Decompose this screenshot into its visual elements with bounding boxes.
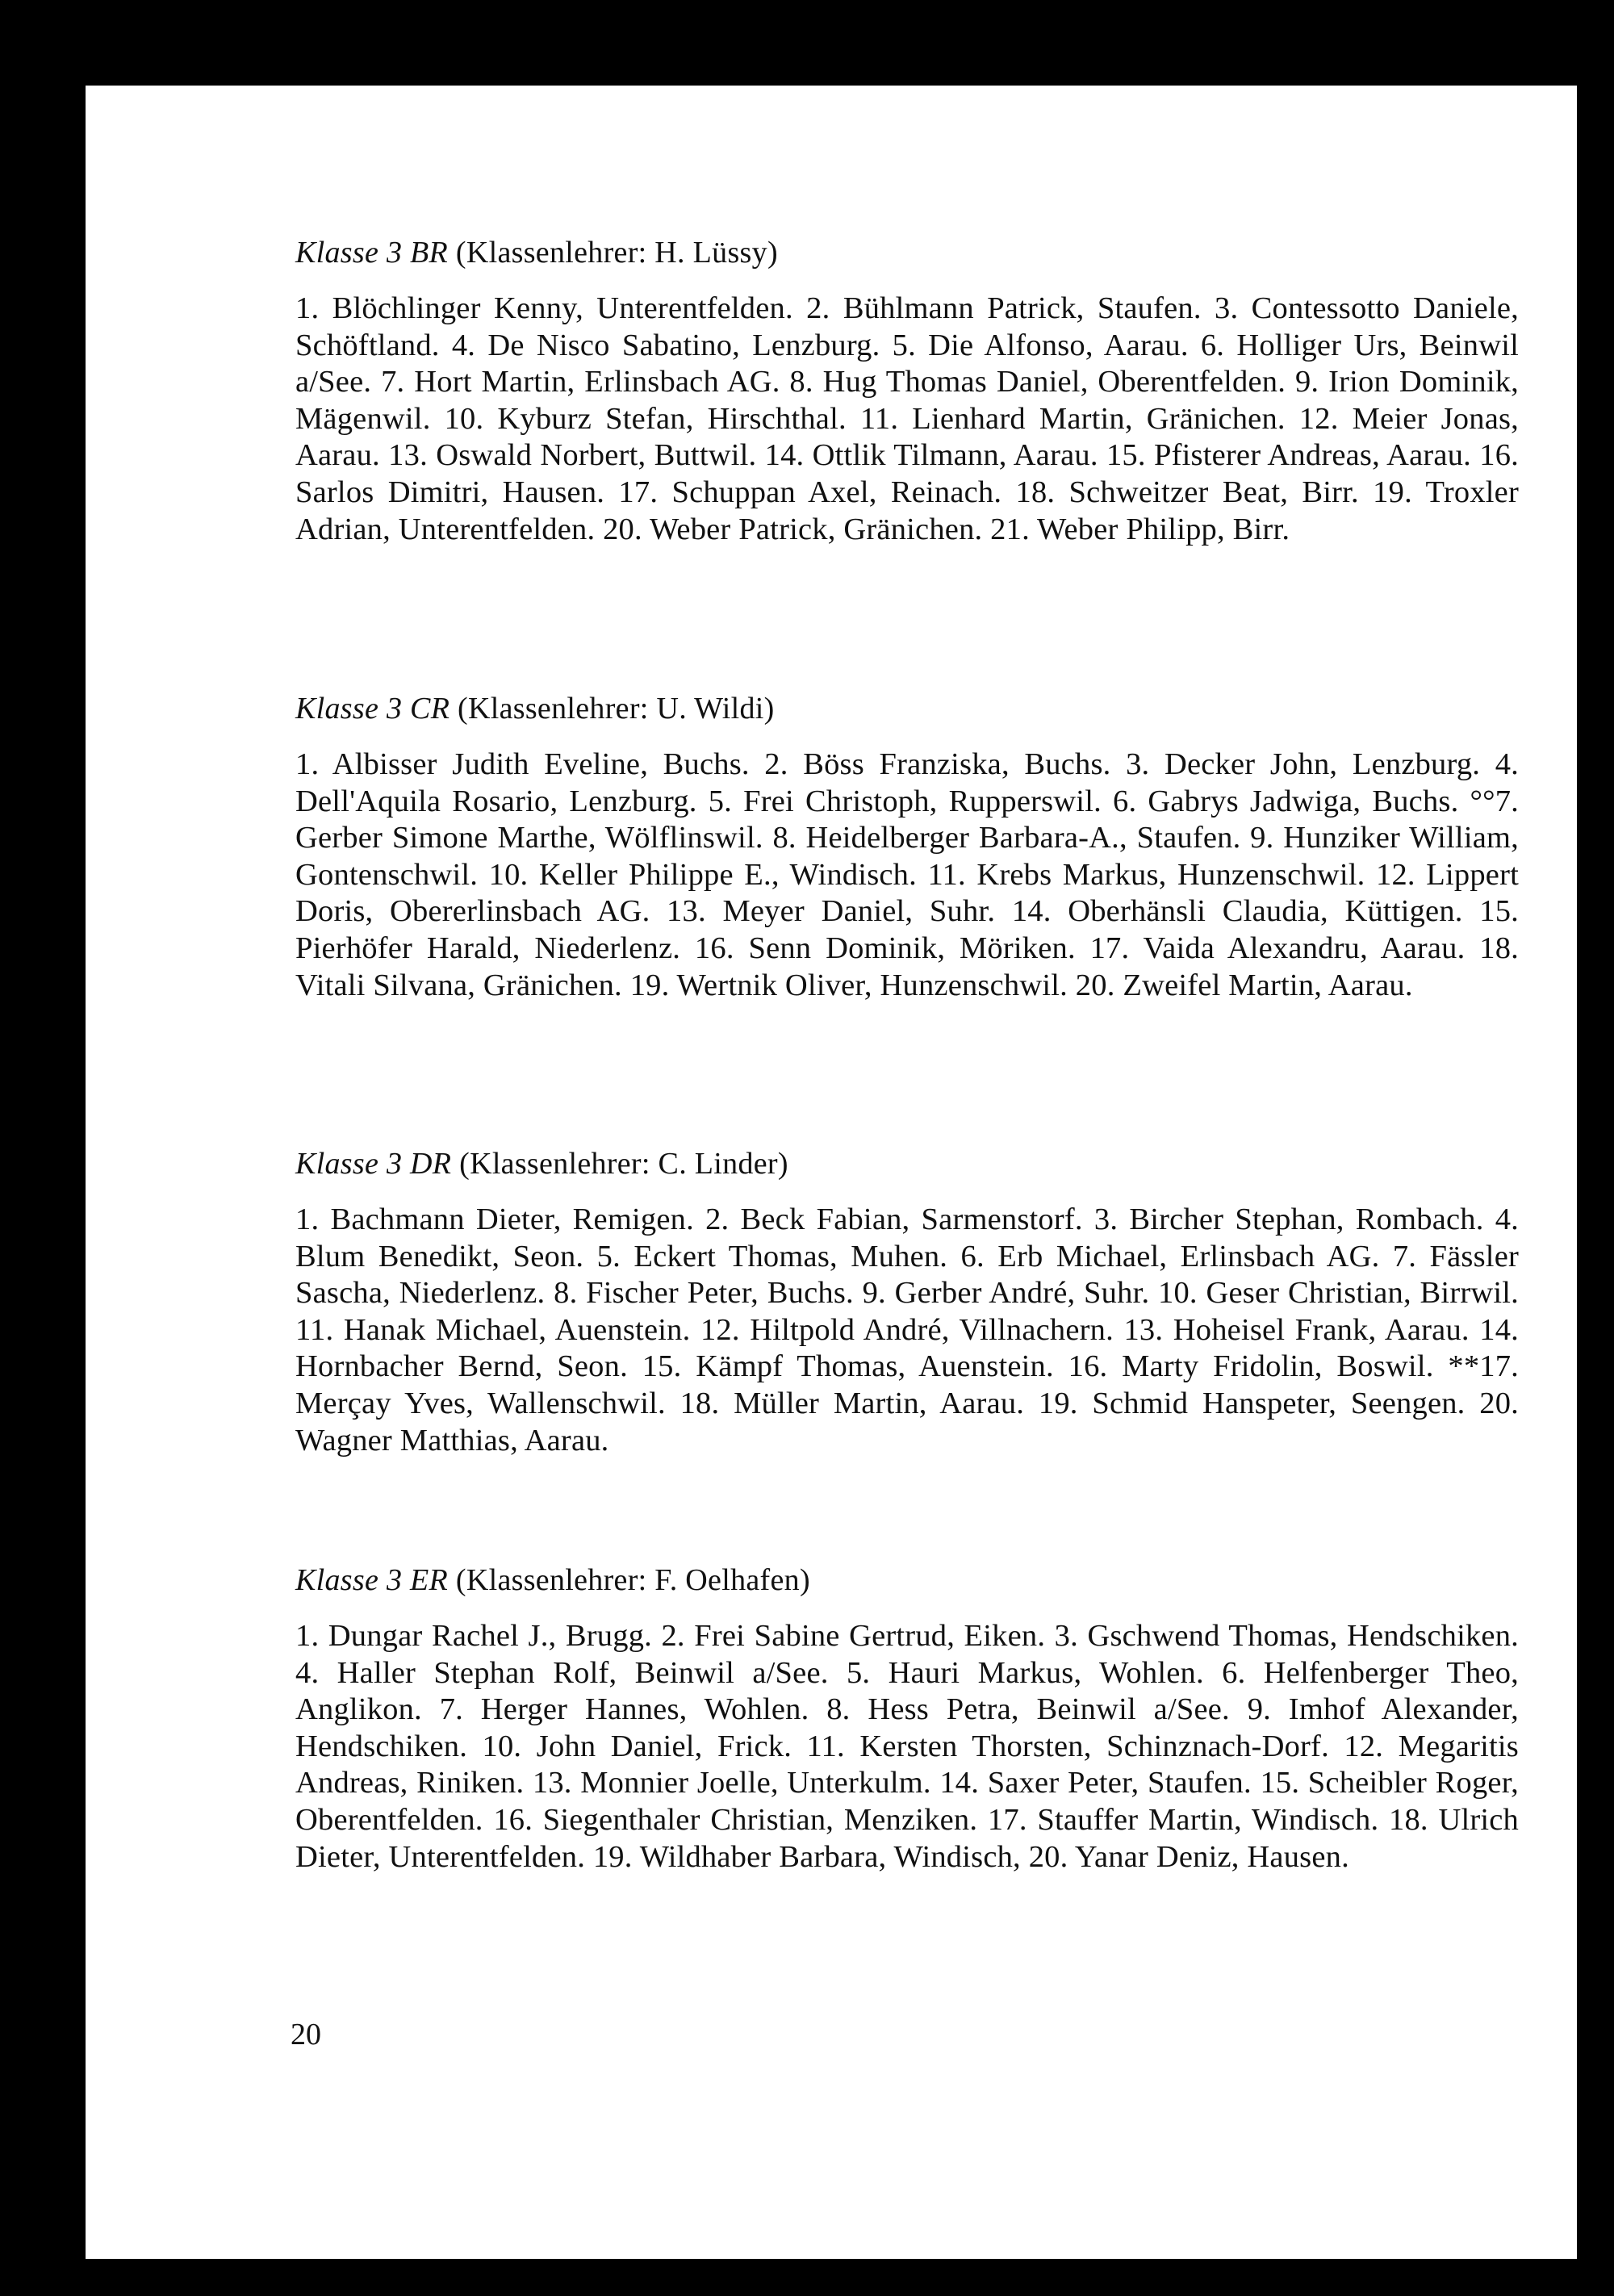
section-heading (295, 690, 1519, 727)
class-section-3cr (295, 690, 1519, 1004)
document-page (86, 86, 1577, 2259)
teacher-label: (Klassenlehrer: U. Wildi) (458, 692, 775, 726)
teacher-label: (Klassenlehrer: H. Lüssy) (455, 236, 778, 270)
class-label: Klasse 3 CR (295, 692, 450, 726)
page-number: 20 (291, 2018, 321, 2051)
class-section-3br (295, 234, 1519, 548)
class-label: Klasse 3 DR (295, 1147, 452, 1181)
teacher-label: (Klassenlehrer: C. Linder) (459, 1147, 788, 1181)
class-label: Klasse 3 BR (295, 236, 449, 270)
section-heading (295, 1145, 1519, 1182)
student-list: 1. Dungar Rachel J., Brugg. 2. Frei Sabine Gertrud, Eiken. 3. Gschwend Thomas, Hendschiken. 4. Haller Stephan Rolf, Beinwil a/See. 5. Hauri Markus, Wohlen. 6. Helfenberger Theo, Anglikon. 7. Herger Hannes, Wohlen. 8. Hess Petra, Beinwil a/See. 9. Imhof Alexander, Hendschiken. 10. John Daniel, Frick. 11. Kersten Thorsten, Schinznach-Dorf. 12. Megaritis Andreas, Riniken. 13. Monnier Joelle, Unterkulm. 14. Saxer Peter, Staufen. 15. Scheibler Roger, Oberentfelden. 16. Siegenthaler Christian, Menziken. 17. Stauffer Martin, Windisch. 18. Ulrich Dieter, Unterentfelden. 19. Wildhaber Barbara, Windisch, 20. Yanar Deniz, Hausen. (295, 1619, 1519, 1874)
student-list: 1. Albisser Judith Eveline, Buchs. 2. Böss Franziska, Buchs. 3. Decker John, Lenzburg. 4. Dell'Aquila Rosario, Lenzburg. 5. Frei Christoph, Rupperswil. 6. Gabrys Jadwiga, Buchs. °°7. Gerber Simone Marthe, Wölflinswil. 8. Heidelberger Barbara-A., Staufen. 9. Hunziker William, Gontenschwil. 10. Keller Philippe E., Windisch. 11. Krebs Markus, Hunzenschwil. 12. Lippert Doris, Obererlinsbach AG. 13. Meyer Daniel, Suhr. 14. Oberhänsli Claudia, Küttigen. 15. Pierhöfer Harald, Niederlenz. 16. Senn Dominik, Möriken. 17. Vaida Alexandru, Aarau. 18. Vitali Silvana, Gränichen. 19. Wertnik Oliver, Hunzenschwil. 20. Zweifel Martin, Aarau. (295, 747, 1519, 1002)
student-list: 1. Blöchlinger Kenny, Unterentfelden. 2. Bühlmann Patrick, Staufen. 3. Contessotto Daniele, Schöftland. 4. De Nisco Sabatino, Lenzburg. 5. Die Alfonso, Aarau. 6. Holliger Urs, Beinwil a/See. 7. Hort Martin, Erlinsbach AG. 8. Hug Thomas Daniel, Oberentfelden. 9. Irion Dominik, Mägenwil. 10. Kyburz Stefan, Hirschthal. 11. Lienhard Martin, Gränichen. 12. Meier Jonas, Aarau. 13. Oswald Norbert, Buttwil. 14. Ottlik Tilmann, Aarau. 15. Pfisterer Andreas, Aarau. 16. Sarlos Dimitri, Hausen. 17. Schuppan Axel, Reinach. 18. Schweitzer Beat, Birr. 19. Troxler Adrian, Unterentfelden. 20. Weber Patrick, Gränichen. 21. Weber Philipp, Birr. (295, 291, 1519, 546)
student-list: 1. Bachmann Dieter, Remigen. 2. Beck Fabian, Sarmenstorf. 3. Bircher Stephan, Rombach. 4. Blum Benedikt, Seon. 5. Eckert Thomas, Muhen. 6. Erb Michael, Erlinsbach AG. 7. Fässler Sascha, Niederlenz. 8. Fischer Peter, Buchs. 9. Gerber André, Suhr. 10. Geser Christian, Birrwil. 11. Hanak Michael, Auenstein. 12. Hiltpold André, Villnachern. 13. Hoheisel Frank, Aarau. 14. Hornbacher Bernd, Seon. 15. Kämpf Thomas, Auenstein. 16. Marty Fridolin, Boswil. **17. Merçay Yves, Wallenschwil. 18. Müller Martin, Aarau. 19. Schmid Hanspeter, Seengen. 20. Wagner Matthias, Aarau. (295, 1202, 1519, 1457)
class-label: Klasse 3 ER (295, 1563, 449, 1597)
section-heading (295, 1562, 1519, 1599)
class-section-3dr (295, 1145, 1519, 1459)
teacher-label: (Klassenlehrer: F. Oelhafen) (455, 1563, 810, 1597)
class-section-3er (295, 1562, 1519, 1876)
section-heading (295, 234, 1519, 271)
